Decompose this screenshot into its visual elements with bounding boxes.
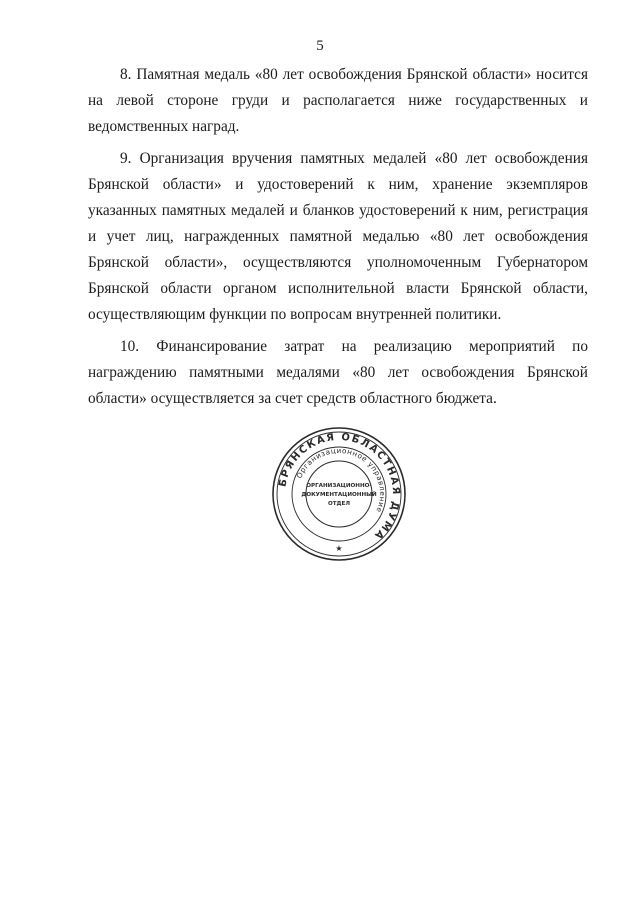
seal-star-icon: ★ [335, 544, 343, 553]
paragraph-8: 8. Памятная медаль «80 лет освобождения Брянской области» носится на левой стороне груди и располагается ниже государственных и ведомственных наград. [88, 66, 588, 135]
official-seal-stamp [270, 425, 408, 563]
seal-center-line-2: ДОКУМЕНТАЦИОННЫЙ [301, 492, 377, 498]
seal-center-line-1: ОРГАНИЗАЦИОННО- [306, 483, 372, 489]
seal-graphic [270, 425, 408, 563]
page-number: 5 [316, 38, 324, 54]
seal-inner-textpath: Организационное управление [294, 445, 388, 515]
seal-outer-textpath: БРЯНСКАЯ ОБЛАСТНАЯ ДУМА [277, 431, 402, 542]
paragraph-9: 9. Организация вручения памятных медалей «80 лет освобождения Брянской области» и удостоверений к ним, хранение экземпляров указанных памятных медалей и бланков удостоверений к ним, регистрация и учет лиц, награжденных памятной медалью «80 лет освобождения Брянской области», осуществляются уполномоченным Губернатором Брянской области органом исполнительной власти Брянской области, осуществляющим функции по вопросам внутренней политики. [88, 150, 588, 323]
seal-center-line-3: ОТДЕЛ [327, 501, 351, 507]
paragraph-10: 10. Финансирование затрат на реализацию мероприятий по награждению памятными медалями «80 лет освобождения Брянской области» осуществляется за счет средств областного бюджета. [88, 338, 588, 407]
document-body [88, 62, 588, 418]
